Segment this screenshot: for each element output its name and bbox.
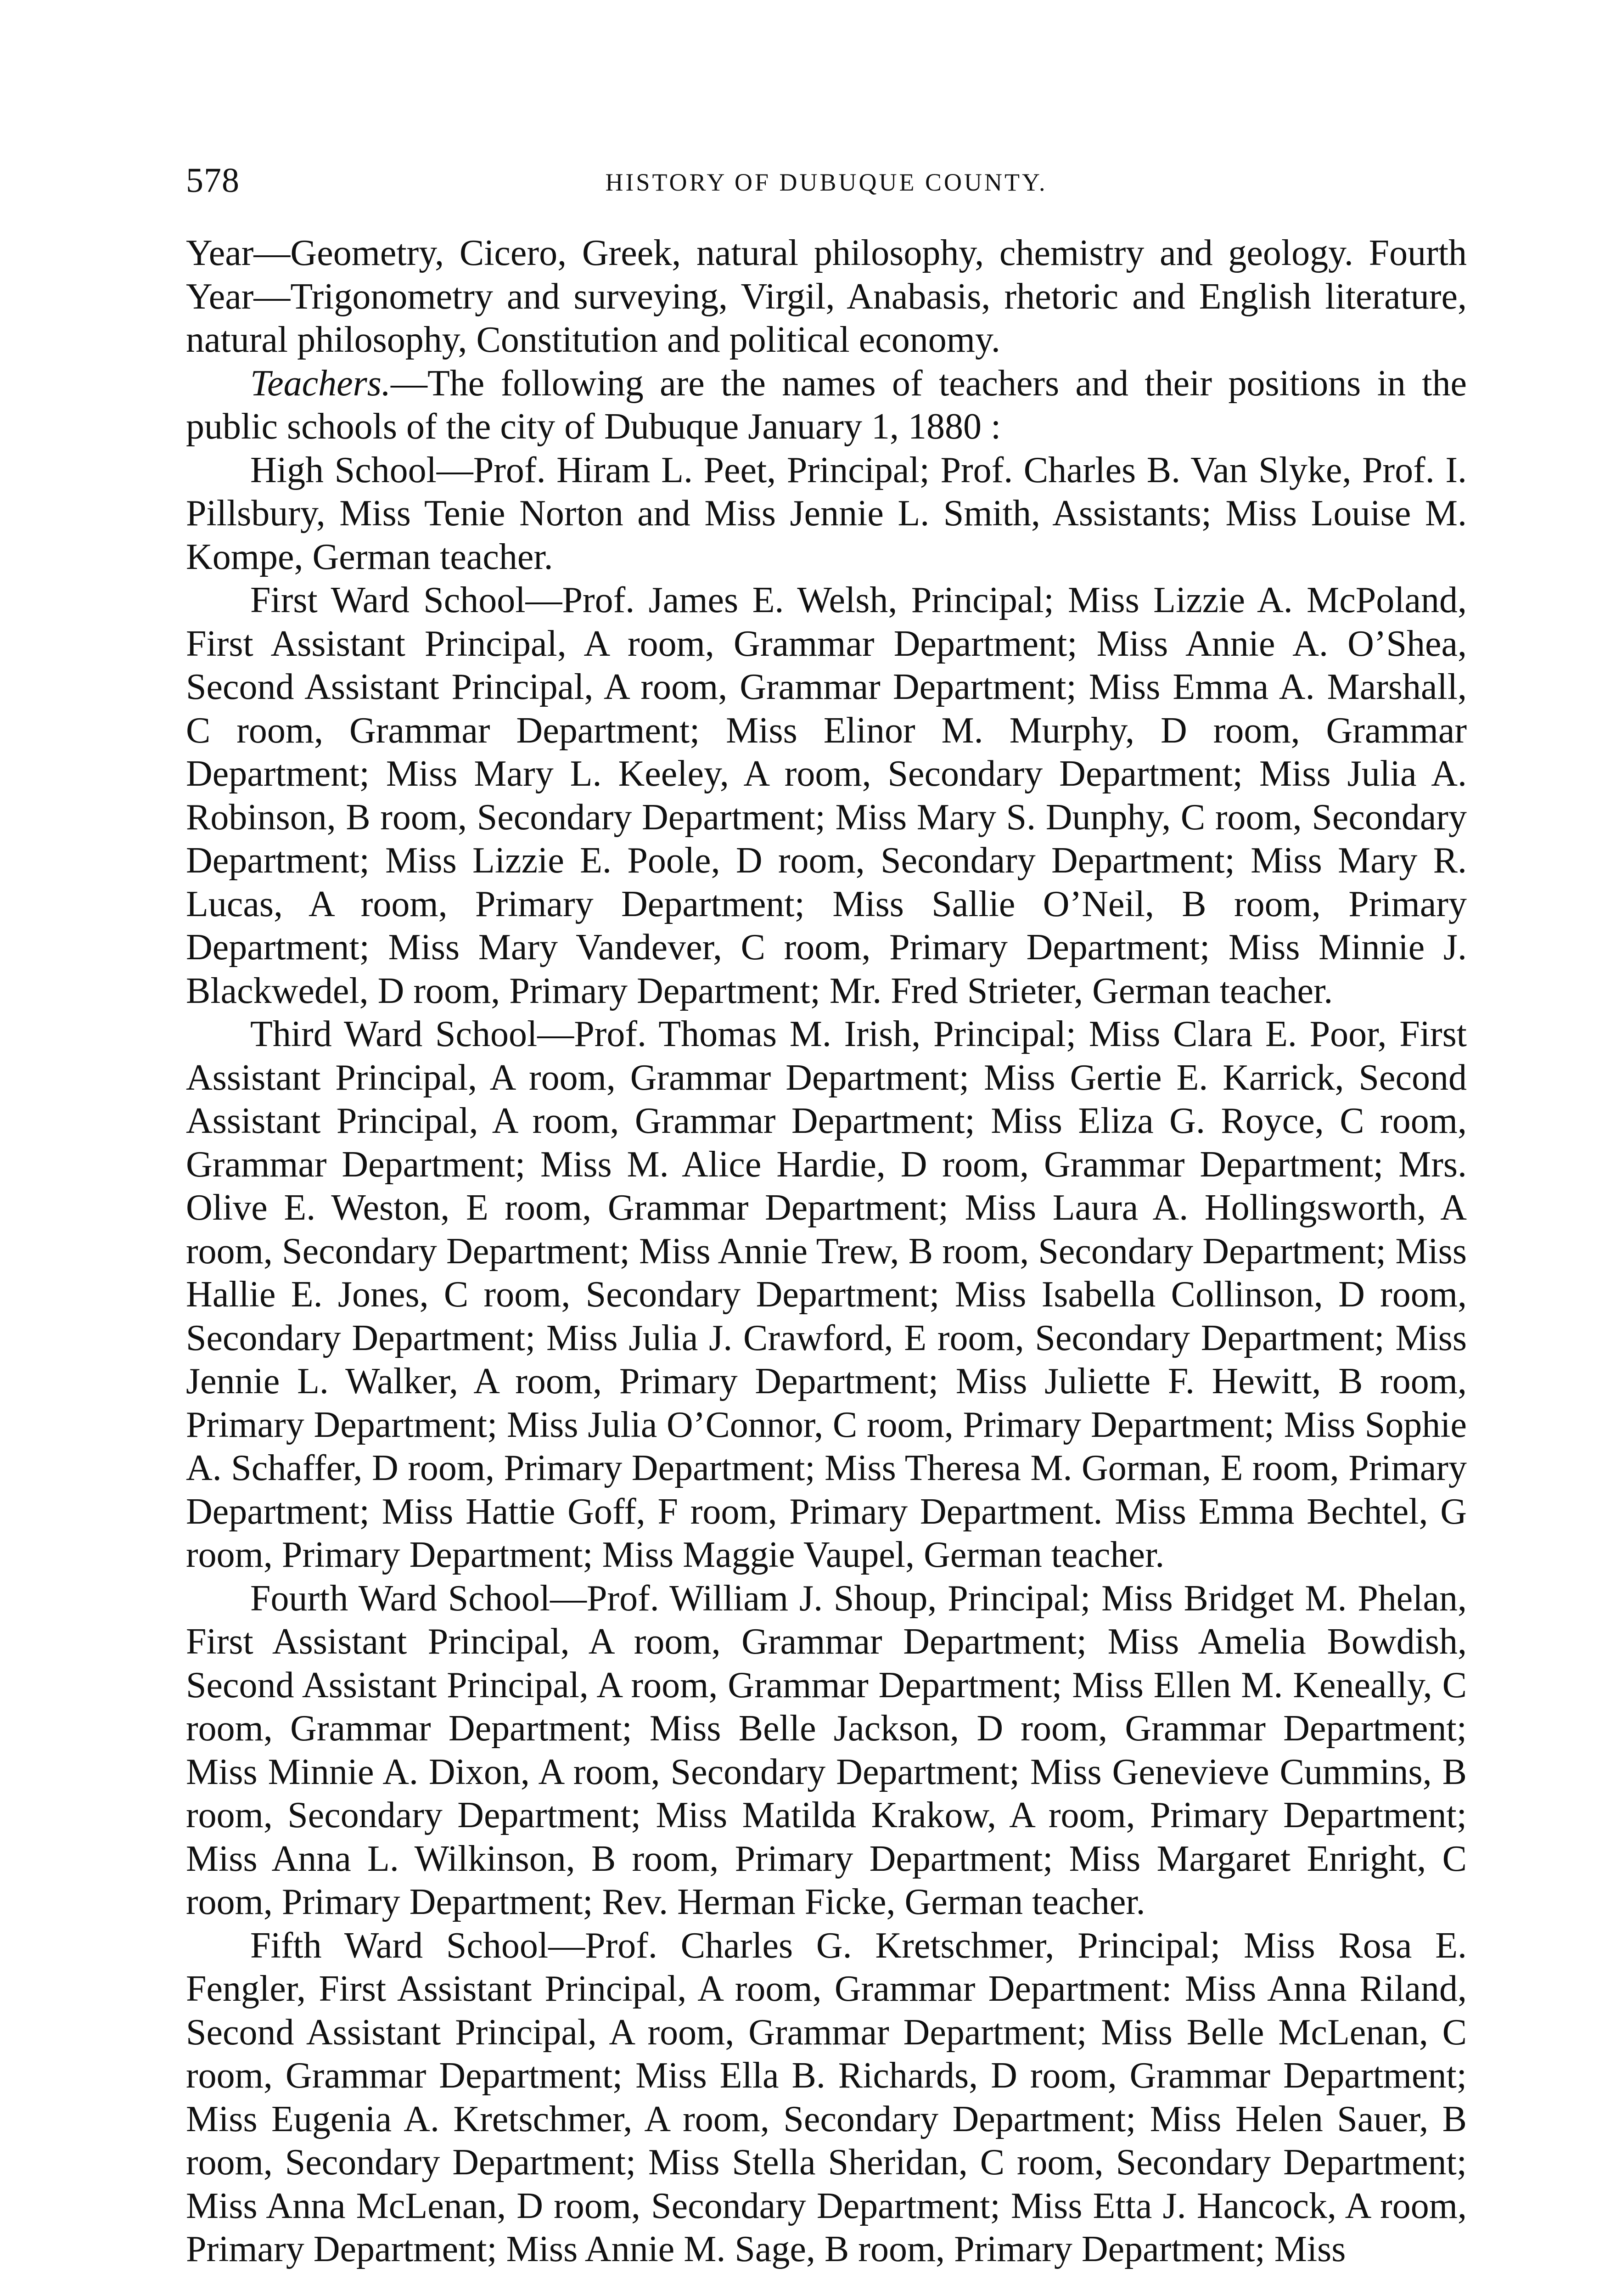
teachers-heading: Teachers. <box>250 363 391 404</box>
running-head <box>186 152 1467 202</box>
page-header-title: HISTORY OF DUBUQUE COUNTY. <box>605 169 1048 196</box>
paragraph-teachers-intro <box>186 362 1467 449</box>
paragraph-text: First Ward School—Prof. James E. Welsh, Principal; Miss Lizzie A. McPoland, First Assistant Principal, A room, Grammar Department; Miss Annie A. O’Shea, Second Assistant Principal, A room, Grammar Department; Miss Emma A. Marshall, C room, Grammar Department; Miss Elinor M. Murphy, D room, Grammar Department; Miss Mary L. Keeley, A room, Secondary Department; Miss Julia A. Robinson, B room, Secondary Department; Miss Mary S. Dunphy, C room, Secondary Department; Miss Lizzie E. Poole, D room, Secondary Department; Miss Mary R. Lucas, A room, Primary Department; Miss Sallie O’Neil, B room, Primary Department; Miss Mary Vandever, C room, Primary Department; Miss Minnie J. Blackwedel, D room, Primary Department; Mr. Fred Strieter, German teacher. <box>186 580 1467 1011</box>
paragraph-text: Fourth Ward School—Prof. William J. Shoup, Principal; Miss Bridget M. Phelan, First Assistant Principal, A room, Grammar Department; Miss Amelia Bowdish, Second Assistant Principal, A room, Grammar Department; Miss Ellen M. Keneally, C room, Grammar Department; Miss Belle Jackson, D room, Grammar Department; Miss Minnie A. Dixon, A room, Secondary Department; Miss Genevieve Cummins, B room, Secondary Department; Miss Matilda Krakow, A room, Primary Department; Miss Anna L. Wilkinson, B room, Primary Department; Miss Margaret Enright, C room, Primary Department; Rev. Herman Ficke, German teacher. <box>186 1578 1467 1922</box>
book-page <box>186 152 1467 2271</box>
paragraph-third-ward <box>186 1013 1467 1577</box>
body-text <box>186 231 1467 2271</box>
paragraph-fifth-ward <box>186 1924 1467 2271</box>
paragraph-curriculum-continued <box>186 231 1467 362</box>
page-number: 578 <box>186 161 240 200</box>
paragraph-fourth-ward <box>186 1577 1467 1924</box>
paragraph-text: Year—Geometry, Cicero, Greek, natural philosophy, chemistry and geology. Fourth Year—Trigonometry and surveying, Virgil, Anabasis, rhetoric and English literature, natural philosophy, Constitution and political economy. <box>186 233 1467 360</box>
paragraph-high-school <box>186 449 1467 579</box>
paragraph-text: High School—Prof. Hiram L. Peet, Principal; Prof. Charles B. Van Slyke, Prof. I. Pillsbury, Miss Tenie Norton and Miss Jennie L. Smith, Assistants; Miss Louise M. Kompe, German teacher. <box>186 450 1467 577</box>
paragraph-first-ward <box>186 579 1467 1013</box>
paragraph-text: Third Ward School—Prof. Thomas M. Irish, Principal; Miss Clara E. Poor, First Assistant Principal, A room, Grammar Department; Miss Gertie E. Karrick, Second Assistant Principal, A room, Grammar Department; Miss Eliza G. Royce, C room, Grammar Department; Miss M. Alice Hardie, D room, Grammar Department; Mrs. Olive E. Weston, E room, Grammar Department; Miss Laura A. Hollingsworth, A room, Secondary Department; Miss Annie Trew, B room, Secondary Department; Miss Hallie E. Jones, C room, Secondary Department; Miss Isabella Collinson, D room, Secondary Department; Miss Julia J. Crawford, E room, Secondary Department; Miss Jennie L. Walker, A room, Primary Department; Miss Juliette F. Hewitt, B room, Primary Department; Miss Julia O’Connor, C room, Primary Department; Miss Sophie A. Schaffer, D room, Primary Department; Miss Theresa M. Gorman, E room, Primary Department; Miss Hattie Goff, F room, Primary Department. Miss Emma Bechtel, G room, Primary Department; Miss Maggie Vaupel, German teacher. <box>186 1014 1467 1575</box>
paragraph-text: Fifth Ward School—Prof. Charles G. Kretschmer, Principal; Miss Rosa E. Fengler, First Assistant Principal, A room, Grammar Department: Miss Anna Riland, Second Assistant Principal, A room, Grammar Department; Miss Belle McLenan, C room, Grammar Department; Miss Ella B. Richards, D room, Grammar Department; Miss Eugenia A. Kretschmer, A room, Secondary Department; Miss Helen Sauer, B room, Secondary Department; Miss Stella Sheridan, C room, Secondary Department; Miss Anna McLenan, D room, Secondary Department; Miss Etta J. Hancock, A room, Primary Department; Miss Annie M. Sage, B room, Primary Department; Miss <box>186 1925 1467 2269</box>
paragraph-text: —The following are the names of teachers and their positions in the public schools of the city of Dubuque January 1, 1880 : <box>186 363 1467 447</box>
